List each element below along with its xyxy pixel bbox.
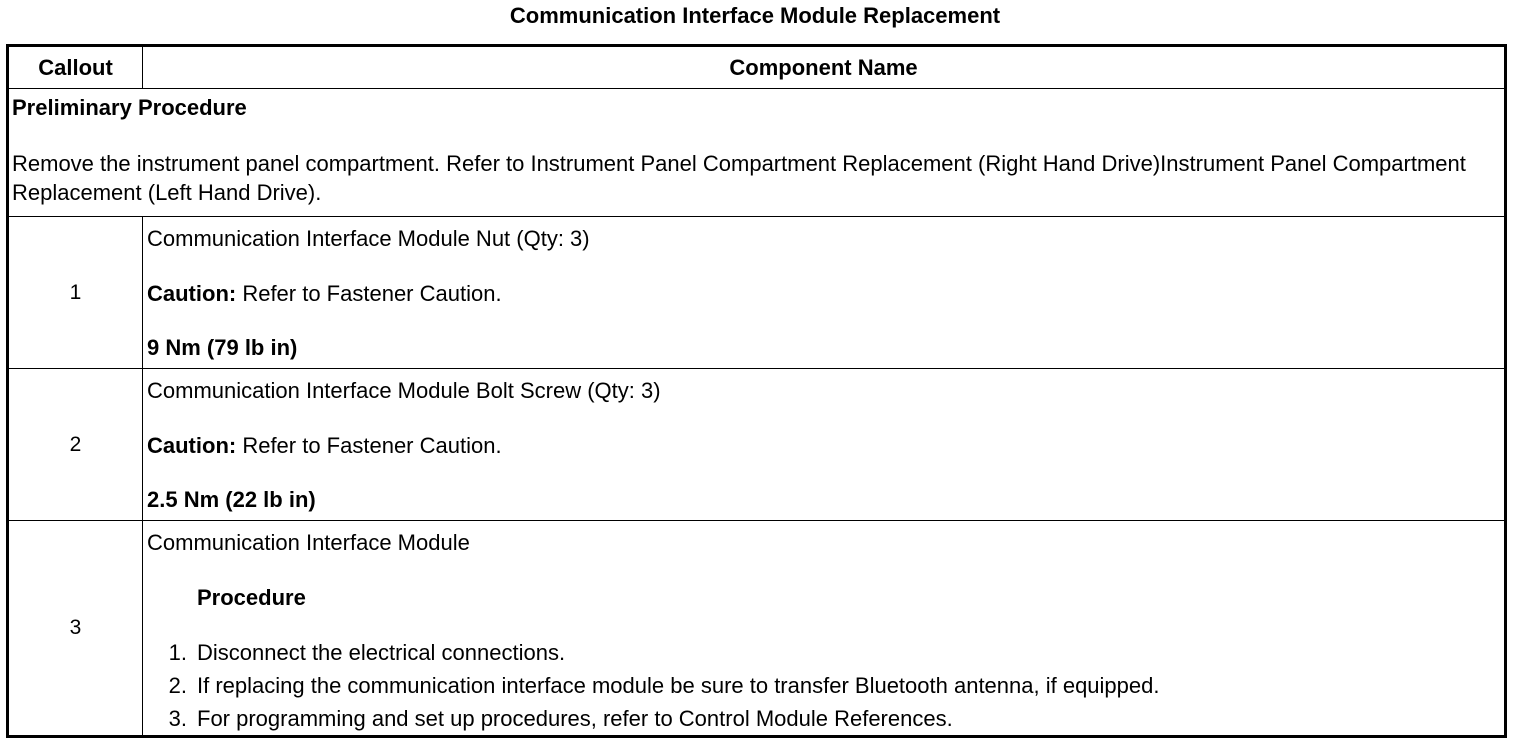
caution-text: Refer to Fastener Caution. bbox=[236, 281, 502, 306]
step-number: 1. bbox=[168, 640, 187, 665]
preliminary-text: Remove the instrument panel compartment. Refer to Instrument Panel Compartment Replacement (Right Hand Drive)Instrument Panel Compartment Replacement (Left Hand Drive). bbox=[12, 151, 1466, 205]
caution-label: Caution: bbox=[147, 281, 237, 306]
component-cell bbox=[143, 369, 1504, 520]
torque-spec: 9 Nm (79 lb in) bbox=[147, 335, 298, 360]
header-callout: Callout bbox=[9, 47, 143, 88]
table-row bbox=[9, 521, 1504, 735]
step-number: 3. bbox=[168, 706, 187, 731]
callout-number: 3 bbox=[9, 521, 143, 735]
table-header-row bbox=[9, 47, 1504, 89]
component-name: Communication Interface Module Nut (Qty: 3) bbox=[147, 226, 590, 251]
callout-number: 1 bbox=[9, 217, 143, 368]
torque-spec: 2.5 Nm (22 lb in) bbox=[147, 487, 316, 512]
preliminary-row bbox=[9, 89, 1504, 217]
step-text: For programming and set up procedures, refer to Control Module References. bbox=[197, 706, 953, 731]
step-number: 2. bbox=[168, 673, 187, 698]
component-table bbox=[6, 44, 1507, 738]
step-text: If replacing the communication interface module be sure to transfer Bluetooth antenna, if equipped. bbox=[197, 673, 1160, 698]
procedure-heading: Procedure bbox=[197, 585, 306, 610]
component-name: Communication Interface Module bbox=[147, 530, 470, 555]
component-name: Communication Interface Module Bolt Screw (Qty: 3) bbox=[147, 378, 661, 403]
caution-label: Caution: bbox=[147, 433, 237, 458]
preliminary-heading: Preliminary Procedure bbox=[12, 95, 247, 120]
header-component-name: Component Name bbox=[729, 54, 918, 80]
caution-line bbox=[147, 280, 502, 308]
document-title: Communication Interface Module Replacement bbox=[509, 3, 1001, 28]
step-text: Disconnect the electrical connections. bbox=[197, 640, 566, 665]
caution-line bbox=[147, 432, 502, 460]
caution-text: Refer to Fastener Caution. bbox=[236, 433, 502, 458]
callout-number: 2 bbox=[9, 369, 143, 520]
component-cell bbox=[143, 521, 1504, 735]
table-row bbox=[9, 217, 1504, 369]
component-cell bbox=[143, 217, 1504, 368]
table-row bbox=[9, 369, 1504, 521]
